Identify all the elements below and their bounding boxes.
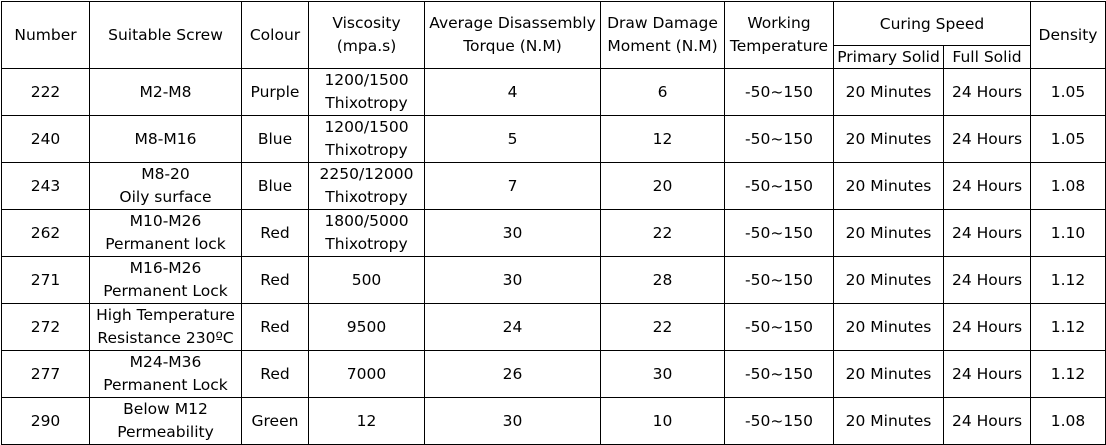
threadlocker-spec-table [1,1,1106,445]
cell-screw [90,304,242,351]
cell-temp: -50~150 [725,163,834,210]
cell-full: 24 Hours [944,351,1031,398]
cell-screw-line: M24-M36 [129,353,202,371]
cell-viscosity [309,257,425,304]
cell-viscosity [309,210,425,257]
cell-torque: 7 [425,163,601,210]
cell-screw [90,163,242,210]
cell-screw [90,69,242,116]
table-row [2,351,1106,398]
cell-viscosity-line: Thixotropy [325,188,408,206]
cell-full: 24 Hours [944,257,1031,304]
header-curing-speed: Curing Speed [834,2,1031,46]
cell-viscosity-line: 500 [351,270,382,289]
cell-colour: Purple [242,69,309,116]
cell-torque: 24 [425,304,601,351]
cell-density: 1.05 [1031,69,1106,116]
cell-screw-line: High Temperature [96,306,235,324]
header-draw-damage: Draw Damage Moment (N.M) [601,2,725,69]
cell-screw [90,116,242,163]
cell-colour: Red [242,351,309,398]
cell-screw-line: Permanent lock [105,235,226,253]
cell-torque: 30 [425,257,601,304]
cell-viscosity-line: 1200/1500 [324,118,409,136]
cell-density: 1.08 [1031,398,1106,445]
cell-viscosity-line: Thixotropy [325,94,408,112]
cell-density: 1.12 [1031,304,1106,351]
cell-screw [90,398,242,445]
cell-temp: -50~150 [725,69,834,116]
cell-viscosity-line: 9500 [346,317,387,336]
header-viscosity: Viscosity (mpa.s) [309,2,425,69]
cell-viscosity [309,116,425,163]
cell-density: 1.10 [1031,210,1106,257]
cell-draw: 12 [601,116,725,163]
cell-screw-line: M8-M16 [134,129,197,148]
cell-viscosity [309,163,425,210]
cell-viscosity-line: Thixotropy [325,235,408,253]
cell-colour: Red [242,304,309,351]
cell-screw [90,257,242,304]
cell-viscosity [309,304,425,351]
cell-temp: -50~150 [725,257,834,304]
table-row [2,210,1106,257]
table-row [2,304,1106,351]
cell-temp: -50~150 [725,116,834,163]
cell-viscosity-line: 12 [356,411,377,430]
table-row [2,257,1106,304]
cell-screw-line: Permanent Lock [103,376,228,394]
cell-draw: 20 [601,163,725,210]
cell-draw: 30 [601,351,725,398]
cell-draw: 28 [601,257,725,304]
cell-temp: -50~150 [725,398,834,445]
cell-density: 1.08 [1031,163,1106,210]
cell-density: 1.05 [1031,116,1106,163]
cell-viscosity-line: 2250/12000 [319,165,414,183]
cell-full: 24 Hours [944,163,1031,210]
table-row [2,163,1106,210]
cell-colour: Blue [242,163,309,210]
cell-primary: 20 Minutes [834,69,944,116]
cell-draw: 22 [601,210,725,257]
cell-colour: Red [242,210,309,257]
cell-torque: 26 [425,351,601,398]
cell-screw [90,210,242,257]
cell-primary: 20 Minutes [834,398,944,445]
cell-viscosity [309,351,425,398]
cell-temp: -50~150 [725,304,834,351]
cell-primary: 20 Minutes [834,351,944,398]
cell-screw-line: M16-M26 [129,259,202,277]
cell-density: 1.12 [1031,351,1106,398]
cell-torque: 5 [425,116,601,163]
cell-viscosity-line: 7000 [346,364,387,383]
cell-screw-line: M8-20 [141,165,190,183]
cell-primary: 20 Minutes [834,116,944,163]
cell-number: 272 [2,304,90,351]
header-full-solid: Full Solid [944,46,1031,69]
cell-full: 24 Hours [944,210,1031,257]
cell-full: 24 Hours [944,304,1031,351]
cell-draw: 10 [601,398,725,445]
cell-colour: Red [242,257,309,304]
header-primary-solid: Primary Solid [834,46,944,69]
cell-primary: 20 Minutes [834,304,944,351]
cell-screw-line: Below M12 [123,400,208,418]
cell-primary: 20 Minutes [834,210,944,257]
cell-screw-line: Permeability [117,423,214,441]
cell-viscosity [309,69,425,116]
cell-draw: 22 [601,304,725,351]
cell-temp: -50~150 [725,210,834,257]
cell-screw-line: Oily surface [119,188,212,206]
cell-number: 271 [2,257,90,304]
cell-torque: 4 [425,69,601,116]
table-row [2,398,1106,445]
cell-number: 240 [2,116,90,163]
cell-screw-line: M10-M26 [129,212,202,230]
header-torque: Average Disassembly Torque (N.M) [425,2,601,69]
cell-number: 262 [2,210,90,257]
header-suitable-screw: Suitable Screw [90,2,242,69]
cell-torque: 30 [425,210,601,257]
header-number: Number [2,2,90,69]
cell-viscosity-line: 1200/1500 [324,71,409,89]
cell-primary: 20 Minutes [834,163,944,210]
cell-viscosity [309,398,425,445]
cell-screw [90,351,242,398]
cell-number: 222 [2,69,90,116]
header-colour: Colour [242,2,309,69]
table-row [2,116,1106,163]
cell-torque: 30 [425,398,601,445]
cell-full: 24 Hours [944,398,1031,445]
cell-density: 1.12 [1031,257,1106,304]
cell-screw-line: Resistance 230ºC [97,329,234,347]
cell-full: 24 Hours [944,116,1031,163]
header-working-temperature: Working Temperature [725,2,834,69]
cell-full: 24 Hours [944,69,1031,116]
cell-screw-line: M2-M8 [139,82,192,101]
cell-viscosity-line: 1800/5000 [324,212,409,230]
cell-number: 277 [2,351,90,398]
cell-number: 243 [2,163,90,210]
cell-colour: Blue [242,116,309,163]
table-row [2,69,1106,116]
cell-temp: -50~150 [725,351,834,398]
cell-screw-line: Permanent Lock [103,282,228,300]
cell-viscosity-line: Thixotropy [325,141,408,159]
cell-colour: Green [242,398,309,445]
cell-draw: 6 [601,69,725,116]
cell-primary: 20 Minutes [834,257,944,304]
cell-number: 290 [2,398,90,445]
header-density: Density [1031,2,1106,69]
